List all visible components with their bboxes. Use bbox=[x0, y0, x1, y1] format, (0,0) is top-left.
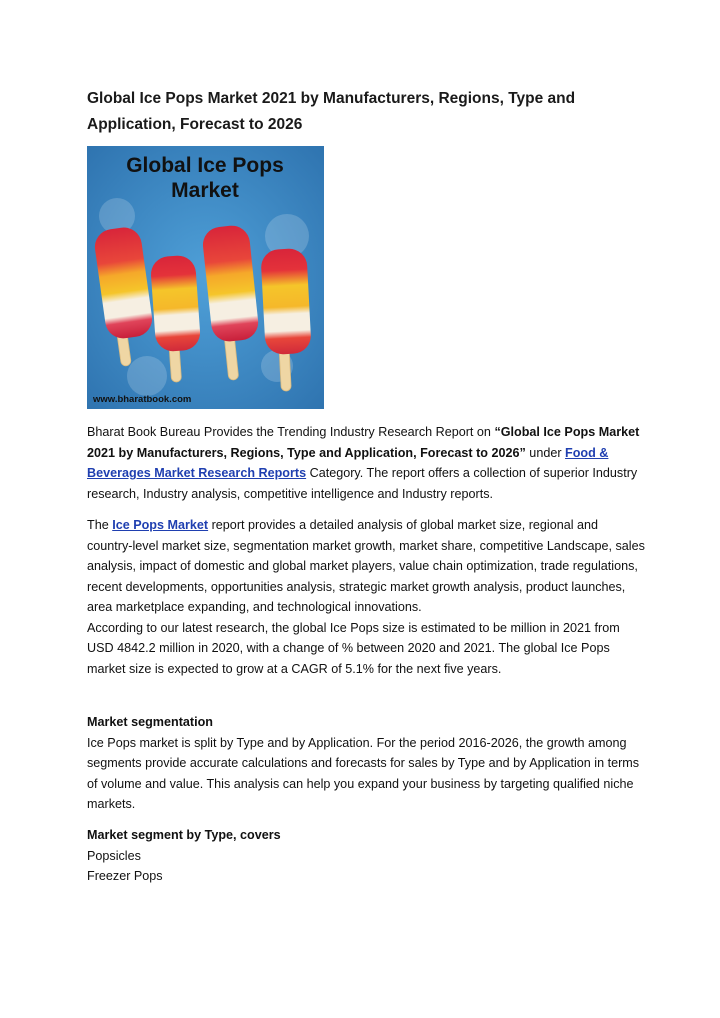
analysis-prefix: The bbox=[87, 518, 113, 532]
segmentation-section bbox=[87, 712, 647, 815]
intro-suffix: Category. The report offers a collection of superior Industry research, Industry analysis, competitive intelligence and Industry reports. bbox=[87, 466, 638, 501]
segment-by-type-section bbox=[87, 825, 647, 887]
analysis-body: report provides a detailed analysis of global market size, regional and country-level market size, segmentation market growth, market share, competitive Landscape, sales analysis, impact of domestic and global market players, value chain optimization, trade regulations, recent developments, opportunities analysis, strategic market growth analysis, product launches, area marketplace expanding, and technological innovations. bbox=[87, 518, 645, 614]
category-link[interactable]: Food & Beverages Market Research Reports bbox=[87, 445, 609, 480]
analysis-paragraph bbox=[87, 515, 647, 679]
intro-under: under bbox=[525, 445, 566, 460]
document-title: Global Ice Pops Market 2021 by Manufacturers, Regions, Type and Application, Forecast to 2026 bbox=[87, 90, 576, 133]
segment-by-type-heading: Market segment by Type, covers bbox=[87, 828, 281, 842]
research-paragraph: According to our latest research, the global Ice Pops size is estimated to be million in 2021 from USD 4842.2 million in 2020, with a change of % between 2020 and 2021. The global Ice Pops market size is expected to grow at a CAGR of 5.1% for the next five years. bbox=[87, 620, 620, 676]
segmentation-heading: Market segmentation bbox=[87, 715, 213, 729]
cover-website: www.bharatbook.com bbox=[93, 394, 192, 405]
list-item: Freezer Pops bbox=[87, 869, 163, 883]
cover-heading-line2: Market bbox=[171, 179, 239, 202]
report-title-bold: “Global Ice Pops Market 2021 by Manufacturers, Regions, Type and Application, Forecast to 2026” bbox=[87, 425, 640, 460]
list-item: Popsicles bbox=[87, 848, 141, 863]
intro-prefix: Bharat Book Bureau Provides the Trending Industry Research Report on bbox=[87, 425, 495, 439]
cover-image bbox=[87, 146, 324, 409]
segmentation-body: Ice Pops market is split by Type and by Application. For the period 2016-2026, the growth among segments provide accurate calculations and forecasts for sales by Type and by Application in terms of volume and value. This analysis can help you expand your business by targeting qualified niche markets. bbox=[87, 735, 640, 811]
ice-pops-market-link[interactable]: Ice Pops Market bbox=[112, 518, 209, 532]
intro-paragraph bbox=[87, 422, 647, 504]
cover-heading-line1: Global Ice Pops bbox=[126, 154, 284, 177]
